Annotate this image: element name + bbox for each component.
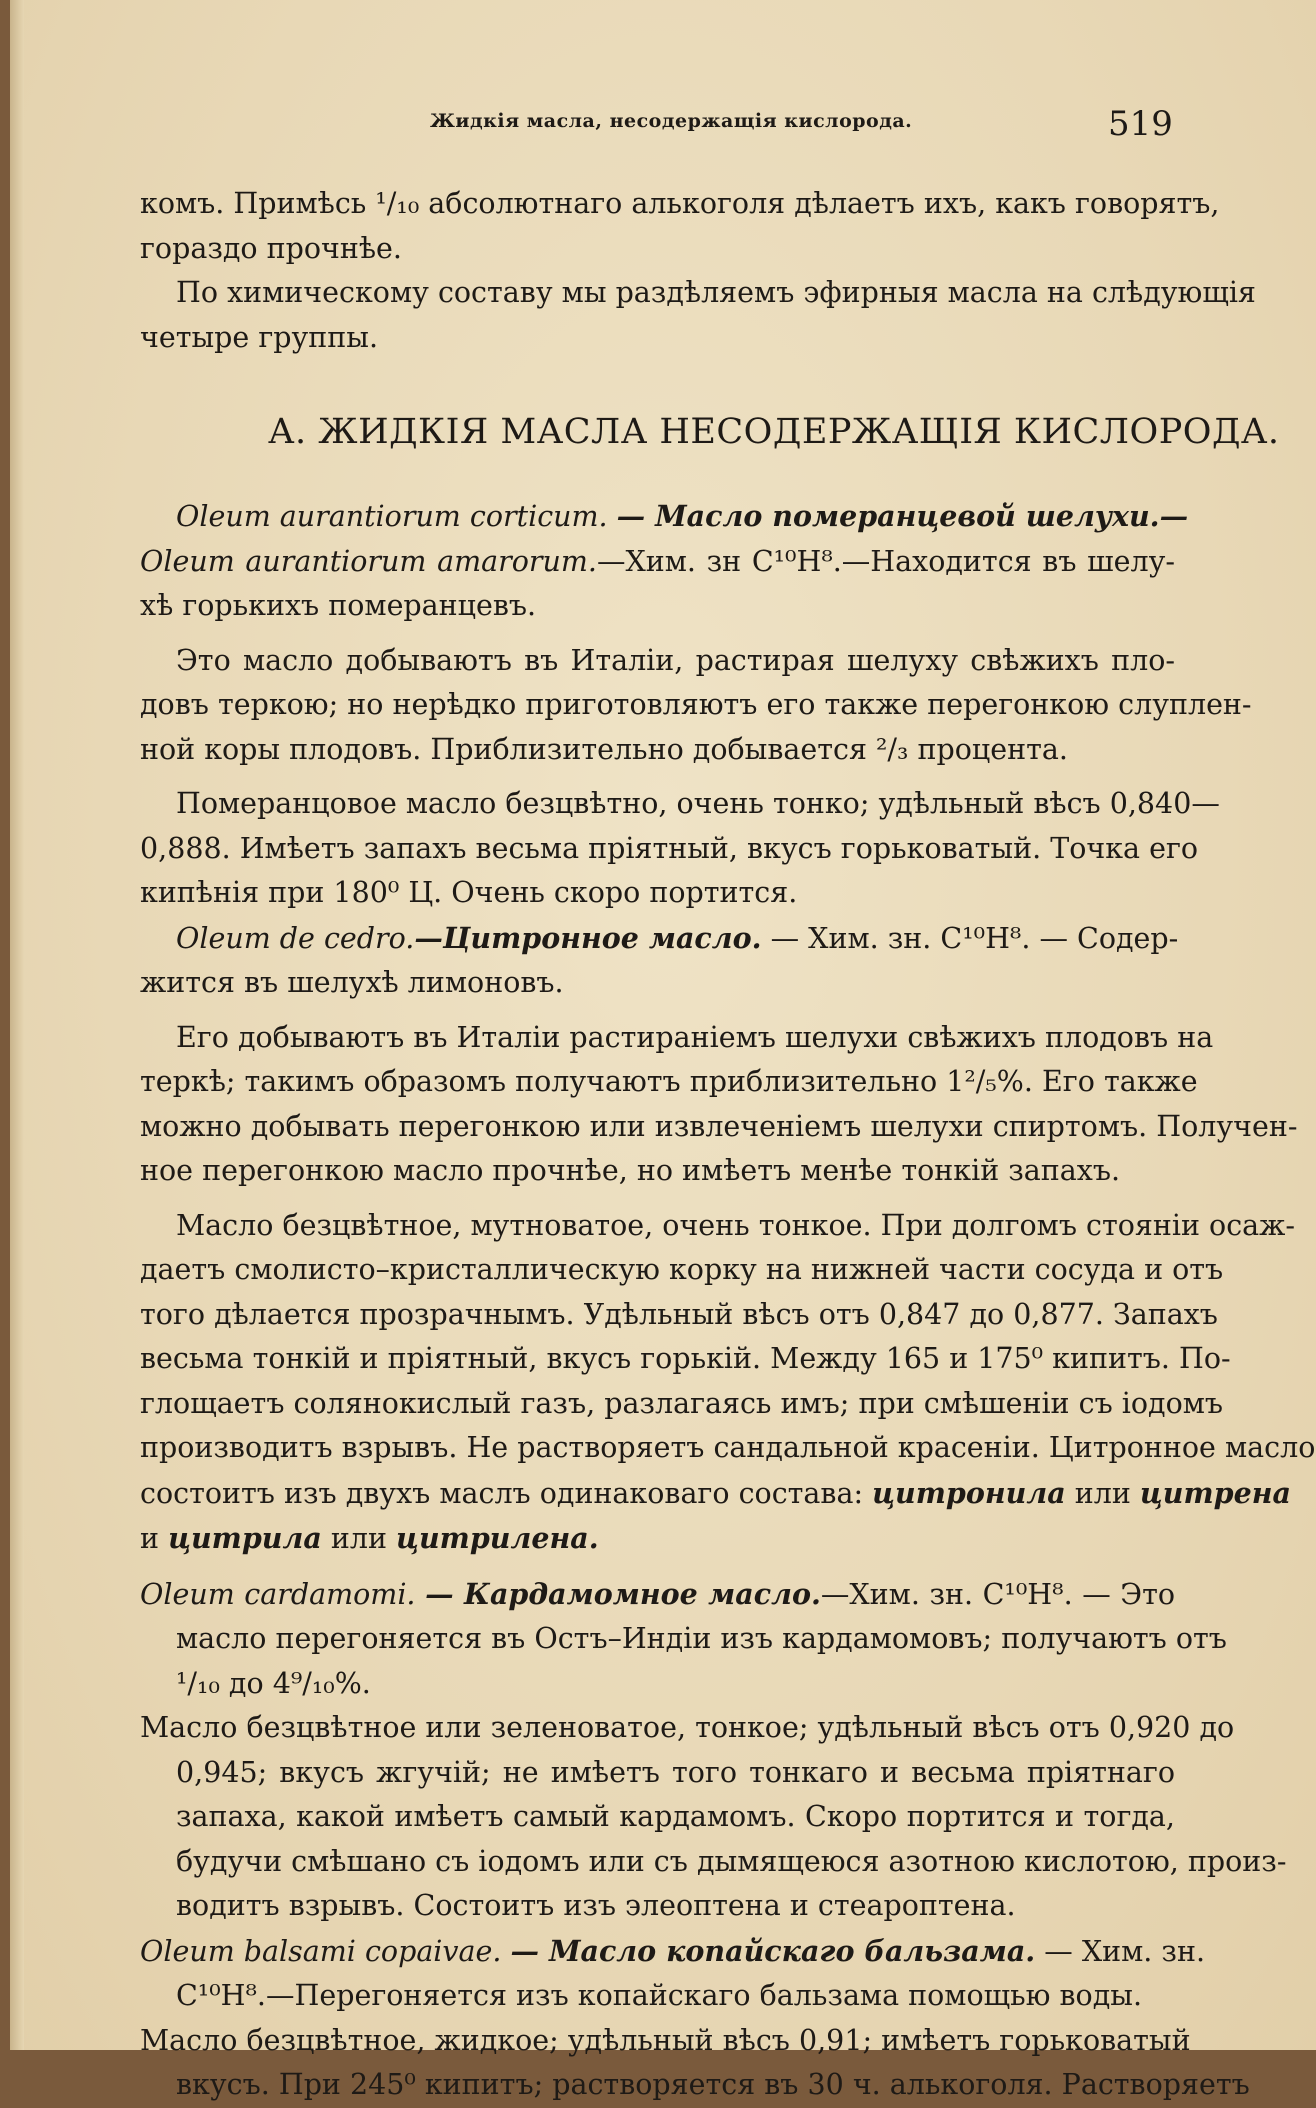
text-line: хѣ горькихъ померанцевъ. <box>140 589 537 622</box>
text-line: 0,945; вкусъ жгучій; не имѣетъ того тонкаго и весьма пріятнаго <box>176 1755 1175 1789</box>
text-line: Его добываютъ въ Италіи растираніемъ шелухи свѣжихъ плодовъ на <box>176 1020 1214 1054</box>
text-line: того дѣлается прозрачнымъ. Удѣльный вѣсъ отъ 0,847 до 0,877. Запахъ <box>140 1297 1218 1331</box>
text-line: довъ теркою; но нерѣдко приготовляютъ его также перегонкою слуплен- <box>140 688 1252 721</box>
russian-name: — Масло копайскаго бальзама. <box>510 1933 1036 1968</box>
latin-name: Oleum balsami copaivae. <box>140 1934 502 1968</box>
text-fragment: — Хим. зн. <box>1044 1934 1206 1968</box>
text-line: четыре группы. <box>140 320 379 354</box>
text-line: ¹/₁₀ до 4⁹/₁₀%. <box>176 1666 371 1700</box>
text-fragment: — Хим. зн. C¹⁰H⁸. — Содер- <box>770 921 1179 955</box>
term-citronil: цитронила <box>872 1475 1066 1510</box>
entry-title-line <box>140 1572 1175 1618</box>
text-line: C¹⁰H⁸.—Перегоняется изъ копайскаго бальзама помощью воды. <box>176 1979 1143 2012</box>
russian-name: —Цитронное масло. <box>414 920 762 955</box>
text-fragment: и <box>140 1522 159 1555</box>
text-fragment: .—Находится въ шелу- <box>832 544 1175 578</box>
latin-name: Oleum cardamomi. <box>140 1577 416 1611</box>
text-line: жится въ шелухѣ лимоновъ. <box>140 966 564 999</box>
text-line: ное перегонкою масло прочнѣе, но имѣетъ менѣе тонкій запахъ. <box>140 1154 1121 1187</box>
text-fragment: —Хим. зн. C¹⁰H⁸. — Это <box>820 1577 1175 1611</box>
term-citril: цитрила <box>168 1521 322 1555</box>
text-line: водитъ взрывъ. Состоитъ изъ элеоптена и стеароптена. <box>176 1889 1016 1922</box>
text-fragment: состоитъ изъ двухъ маслъ одинаковаго состава: <box>140 1476 864 1510</box>
term-citren: цитрена <box>1139 1475 1291 1510</box>
latin-name: Oleum aurantiorum corticum. <box>176 500 608 533</box>
page-gutter <box>10 0 24 2050</box>
text-line: масло перегоняется въ Остъ–Индіи изъ кардамомовъ; получаютъ отъ <box>176 1622 1227 1655</box>
text-line: теркѣ; такимъ образомъ получаютъ приблизительно 1²/₅%. Его также <box>140 1065 1198 1098</box>
entry-title-line <box>140 540 1175 585</box>
text-line: запаха, какой имѣетъ самый кардамомъ. Скоро портится и тогда, <box>176 1800 1175 1833</box>
book-page <box>10 0 1316 2101</box>
main-text <box>140 494 1316 2108</box>
text-line <box>140 1516 1175 1562</box>
chemical-formula: C¹⁰H⁸ <box>751 544 833 578</box>
latin-name: Oleum de cedro. <box>176 921 415 955</box>
russian-name: — Масло померанцевой шелухи.— <box>616 499 1189 533</box>
latin-name: Oleum aurantiorum amarorum. <box>140 544 597 578</box>
russian-name: — Кардамомное масло. <box>425 1576 821 1611</box>
text-line: По химическому составу мы раздѣляемъ эфирныя масла на слѣдующія <box>176 276 1256 309</box>
text-line: ной коры плодовъ. Приблизительно добывается ²/₃ процента. <box>140 732 1068 766</box>
text-line <box>140 1471 1291 1517</box>
text-line: глощаетъ солянокислый газъ, разлагаясь имъ; при смѣшеніи съ іодомъ <box>140 1386 1224 1420</box>
text-fragment: или <box>1074 1476 1131 1510</box>
text-line: вкусъ. При 245⁰ кипитъ; растворяется въ 30 ч. алькоголя. Растворяетъ <box>176 2068 1250 2101</box>
text-line: кипѣнія при 180⁰ Ц. Очень скоро портится. <box>140 876 798 909</box>
text-line: Масло безцвѣтное, жидкое; удѣльный вѣсъ 0,91; имѣетъ горьковатый <box>140 2023 1191 2057</box>
text-fragment: или <box>330 1522 387 1555</box>
text-line: можно добывать перегонкою или извлеченіемъ шелухи спиртомъ. Получен- <box>140 1109 1298 1143</box>
section-heading: А. ЖИДКІЯ МАСЛА НЕСОДЕРЖАЩІЯ КИСЛОРОДА. <box>268 412 1280 452</box>
text-line: Это масло добываютъ въ Италіи, растирая шелуху свѣжихъ пло- <box>176 643 1175 677</box>
text-fragment: —Хим. зн <box>596 544 742 578</box>
text-line: Масло безцвѣтное или зеленоватое, тонкое; удѣльный вѣсъ отъ 0,920 до <box>140 1711 1235 1744</box>
text-line: будучи смѣшано съ іодомъ или съ дымящеюся азотною кислотою, произ- <box>176 1844 1287 1878</box>
text-line: гораздо прочнѣе. <box>140 231 402 265</box>
entry-title-line <box>140 1929 1206 1975</box>
text-line: даетъ смолисто–кристаллическую корку на нижней части сосуда и отъ <box>140 1253 1224 1286</box>
intro-text <box>140 182 1256 360</box>
running-header: Жидкія масла, несодержащія кислорода. <box>430 110 913 132</box>
text-line: 0,888. Имѣетъ запахъ весьма пріятный, вкусъ горьковатый. Точка его <box>140 831 1199 865</box>
entry-title-line <box>140 494 1189 540</box>
text-line: комъ. Примѣсь ¹/₁₀ абсолютнаго алькоголя дѣлаетъ ихъ, какъ говорятъ, <box>140 187 1220 220</box>
text-line: Масло безцвѣтное, мутноватое, очень тонкое. При долгомъ стояніи осаж- <box>176 1208 1296 1242</box>
entry-title-line <box>140 916 1179 962</box>
text-line: Померанцовое масло безцвѣтно, очень тонко; удѣльный вѣсъ 0,840— <box>176 787 1220 820</box>
text-line: весьма тонкій и пріятный, вкусъ горькій. Между 165 и 175⁰ кипитъ. По- <box>140 1342 1231 1375</box>
term-citrilen: цитрилена. <box>396 1521 599 1555</box>
page-number: 519 <box>1108 104 1173 144</box>
text-line: производитъ взрывъ. Не растворяетъ сандальной красеніи. Цитронное масло <box>140 1431 1316 1464</box>
